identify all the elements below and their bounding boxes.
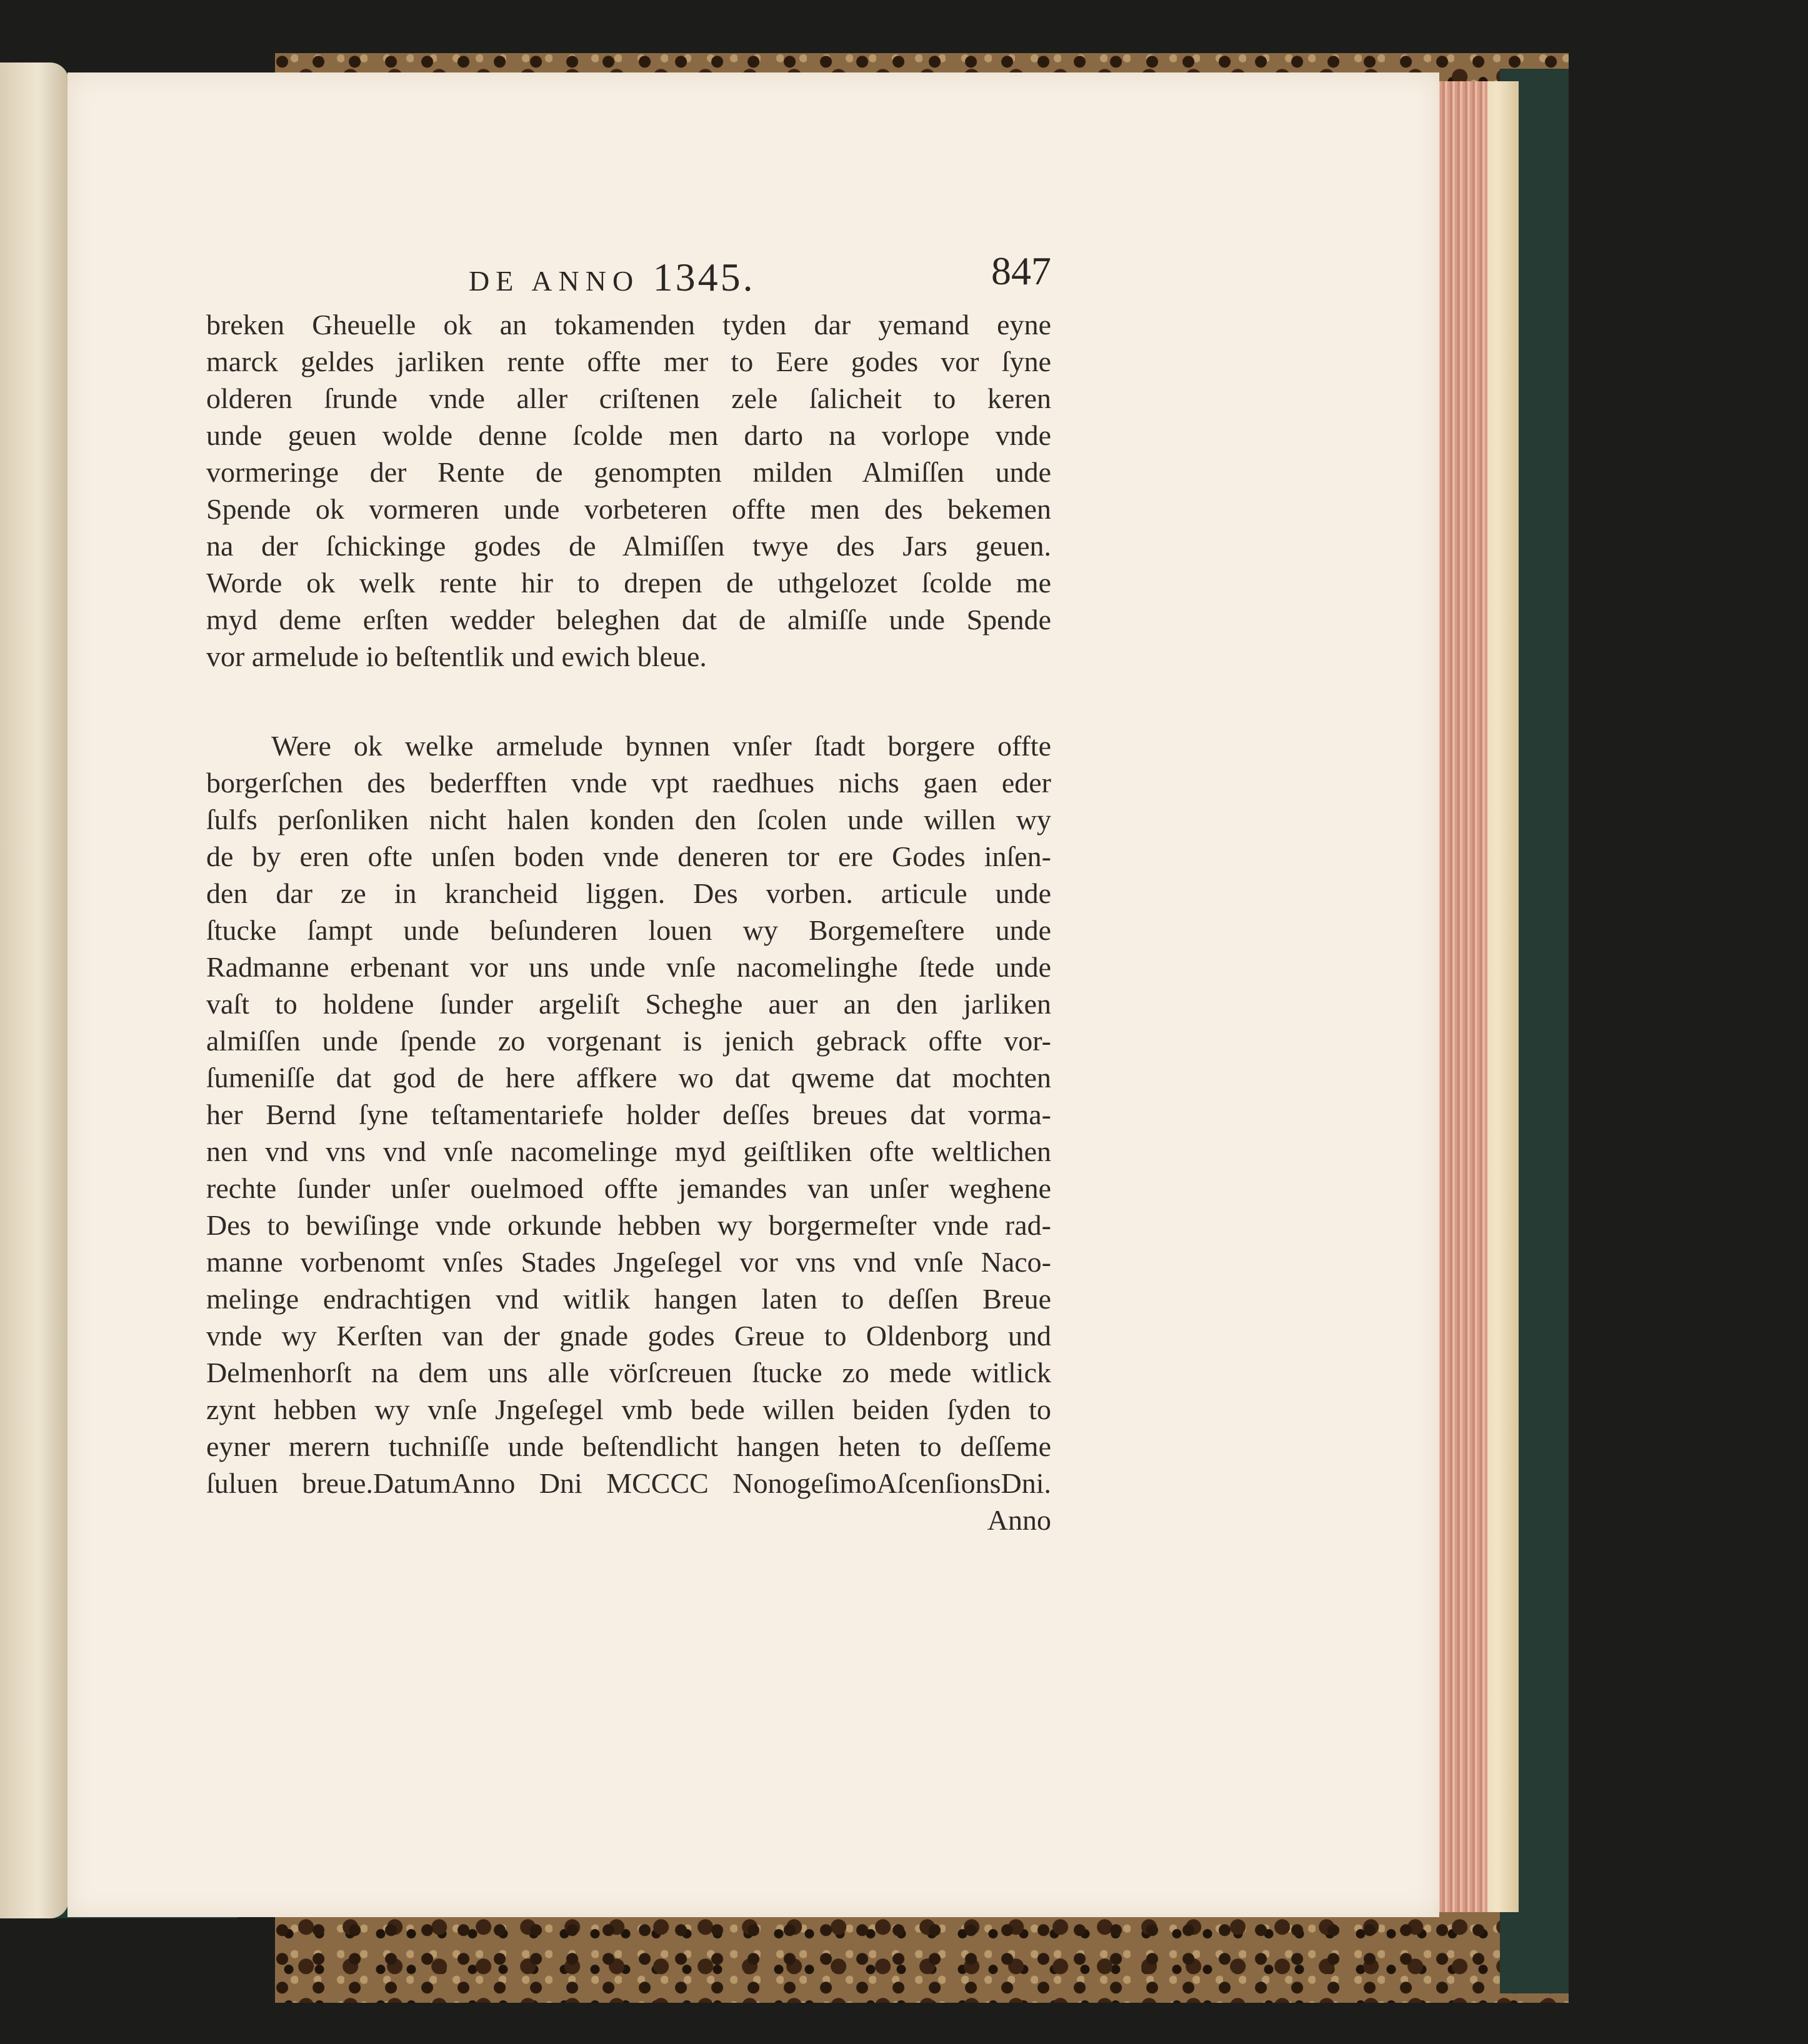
text-line: ſumeniſſe dat god de here affkere wo dat qweme dat mochten [206, 1062, 1051, 1094]
text-line: olderen ſrunde vnde aller criſtenen zele ſalicheit to keren [206, 382, 1051, 414]
text-line: nen vnd vns vnd vnſe nacomelinge myd geiſtliken ofte weltlichen [206, 1135, 1051, 1167]
text-line: marck geldes jarliken rente offte mer to Eere godes vor ſyne [206, 346, 1051, 377]
text-line: Delmenhorſt na dem uns alle vörſcreuen ſtucke zo mede witlick [206, 1357, 1051, 1388]
text-line: den dar ze in krancheid liggen. Des vorben. articule unde [206, 877, 1051, 909]
text-line: vormeringe der Rente de genompten milden Almiſſen unde [206, 456, 1051, 488]
left-page-edge [0, 62, 69, 1918]
page-number: 847 [991, 249, 1051, 293]
text-line: her Bernd ſyne teſtamentariefe holder deſſes breues dat vorma- [206, 1099, 1051, 1130]
text-line: ſulfs perſonliken nicht halen konden den ſcolen unde willen wy [206, 804, 1051, 835]
text-line: Were ok welke armelude bynnen vnſer ſtadt borgere offte [271, 730, 1051, 762]
text-line: almiſſen unde ſpende zo vorgenant is jenich gebrack offte vor- [206, 1025, 1051, 1057]
text-line: vnde wy Kerſten van der gnade godes Greue to Oldenborg und [206, 1320, 1051, 1352]
text-line: manne vorbenomt vnſes Stades Jngeſegel vor vns vnd vnſe Naco- [206, 1246, 1051, 1278]
text-line: ſuluen breue.DatumAnno Dni MCCCC NonogeſimoAſcenſionsDni. [206, 1467, 1051, 1499]
running-head-label: DE ANNO [469, 265, 640, 297]
text-line: Des to bewiſinge vnde orkunde hebben wy borgermeſter vnde rad- [206, 1209, 1051, 1241]
text-line: vaſt to holdene ſunder argeliſt Scheghe auer an den jarliken [206, 988, 1051, 1020]
text-line: Radmanne erbenant vor uns unde vnſe nacomelinghe ſtede unde [206, 951, 1051, 983]
text-line: Spende ok vormeren unde vorbeteren offte men des bekemen [206, 493, 1051, 525]
catchword: Anno [987, 1504, 1051, 1536]
text-line: myd deme erſten wedder beleghen dat de almiſſe unde Spende [206, 604, 1051, 636]
paragraph-2 [206, 727, 1051, 1502]
text-line: breken Gheuelle ok an tokamenden tyden dar yemand eyne [206, 309, 1051, 341]
body-text [206, 306, 1051, 1538]
text-line: na der ſchickinge godes de Almiſſen twye des Jars geuen. [206, 530, 1051, 562]
text-line: vor armelude io beſtentlik und ewich bleue. [206, 641, 707, 672]
running-head-year: 1345. [652, 255, 756, 299]
text-line: rechte ſunder unſer ouelmoed offte jemandes van unſer weghene [206, 1172, 1051, 1204]
paragraph-gap [206, 675, 1051, 727]
running-head-title [469, 254, 756, 301]
running-head [206, 247, 1051, 299]
text-line: Worde ok welk rente hir to drepen de uthgelozet ſcolde me [206, 567, 1051, 599]
text-line: eyner merern tuchniſſe unde beſtendlicht hangen heten to deſſeme [206, 1430, 1051, 1462]
text-line: melinge endrachtigen vnd witlik hangen laten to deſſen Breue [206, 1283, 1051, 1315]
text-line: zynt hebben wy vnſe Jngeſegel vmb bede willen beiden ſyden to [206, 1393, 1051, 1425]
text-line: ſtucke ſampt unde beſunderen louen wy Borgemeſtere unde [206, 914, 1051, 946]
text-line: unde geuen wolde denne ſcolde men darto na vorlope vnde [206, 419, 1051, 451]
text-line: de by eren ofte unſen boden vnde deneren tor ere Godes inſen- [206, 840, 1051, 872]
paragraph-1 [206, 306, 1051, 675]
text-line: borgerſchen des bederfften vnde vpt raedhues nichs gaen eder [206, 767, 1051, 799]
